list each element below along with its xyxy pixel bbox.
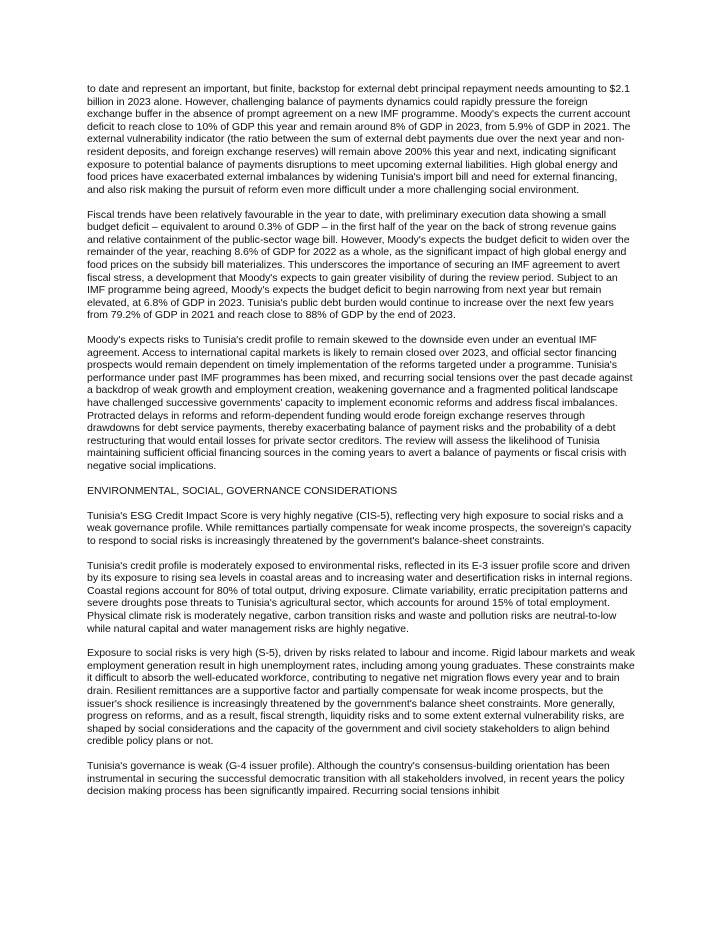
- paragraph-external-buffers: to date and represent an important, but finite, backstop for external debt principal repayment needs amounting to $2.1 billion in 2023 alone. However, challenging balance of payments dynamics could rapidly pressure the foreign exchange buffer in the absence of prompt agreement on a new IMF programme. Moody's expects the current account deficit to reach close to 10% of GDP this year and remain around 8% of GDP in 2023, from 5.9% of GDP in 2021. The external vulnerability indicator (the ratio between the sum of external debt payments due over the next year and non-resident deposits, and foreign exchange reserves) will remain above 200% this year and next, indicating significant exposure to potential balance of payments disruptions to meet upcoming external liabilities. High global energy and food prices have exacerbated external imbalances by widening Tunisia's import bill and need for external financing, and also risk making the pursuit of reform even more difficult under a more challenging social environment.: [87, 83, 631, 196]
- paragraph-governance: Tunisia's governance is weak (G-4 issuer profile). Although the country's consensus-building orientation has been instrumental in securing the successful democratic transition with all stakeholders involved, in recent years the policy decision making process has been significantly impaired. Recurring social tensions inhibit: [87, 760, 625, 798]
- paragraph-esg-score: Tunisia's ESG Credit Impact Score is very highly negative (CIS-5), reflecting very high exposure to social risks and a weak governance profile. While remittances partially compensate for weak income prospects, the sovereign's capacity to respond to social risks is increasingly threatened by the government's balance-sheet constraints.: [87, 509, 632, 547]
- paragraph-downside-risks: Moody's expects risks to Tunisia's credit profile to remain skewed to the downside even under an eventual IMF agreement. Access to international capital markets is likely to remain closed over 2023, and official sector financing prospects would remain dependent on timely implementation of the reforms targeted under a programme. Tunisia's performance under past IMF programmes has been mixed, and recurring social tensions over the past decade against a backdrop of weak growth and employment creation, weakening governance and a fragmented political landscape have challenged successive governments' capacity to implement economic reforms and address fiscal imbalances. Protracted delays in reforms and reform-dependent funding would erode foreign exchange reserves through drawdowns for debt service payments, thereby exacerbating balance of payment risks and the probability of a debt restructuring that would entail losses for private sector creditors. The review will assess the likelihood of Tunisia maintaining sufficient official financing sources in the coming years to avert a balance of payments or fiscal crisis with negative social implications.: [87, 334, 633, 472]
- paragraph-social-risks: Exposure to social risks is very high (S-5), driven by risks related to labour and income. Rigid labour markets and weak employment generation result in high unemployment rates, including among young graduates. These constraints make it difficult to absorb the well-educated workforce, contributing to negative net migration flows every year and to brain drain. Resilient remittances are a supportive factor and partially compensate for weak income prospects, but the issuer's shock resilience is increasingly threatened by the government's balance sheet constraints. More generally, progress on reforms, and as a result, fiscal strength, liquidity risks and to some extent external vulnerability risks, are shaped by social considerations and the capacity of the government and civil society stakeholders to align behind credible policy plans or not.: [87, 647, 635, 748]
- section-heading-esg: ENVIRONMENTAL, SOCIAL, GOVERNANCE CONSIDERATIONS: [87, 484, 398, 497]
- paragraph-fiscal-trends: Fiscal trends have been relatively favourable in the year to date, with preliminary execution data showing a small budget deficit – equivalent to around 0.3% of GDP – in the first half of the year on the back of strong revenue gains and relative containment of the public-sector wage bill. However, Moody's expects the budget deficit to widen over the remainder of the year, reaching 8.6% of GDP for 2022 as a whole, as the significant impact of high global energy and food prices on the subsidy bill materializes. This underscores the importance of securing an IMF agreement to avert fiscal stress, a development that Moody's expects to gain greater visibility of during the review period. Subject to an IMF programme being agreed, Moody's expects the budget deficit to begin narrowing from next year but remain elevated, at 6.8% of GDP in 2023. Tunisia's public debt burden would continue to increase over the next few years from 79.2% of GDP in 2021 and reach close to 88% of GDP by the end of 2023.: [87, 208, 630, 322]
- document-page: [87, 83, 635, 810]
- paragraph-environmental-risks: Tunisia's credit profile is moderately exposed to environmental risks, reflected in its E-3 issuer profile score and driven by its exposure to rising sea levels in coastal areas and to increasing water and desertification risks in internal regions. Coastal regions account for 80% of total output, driving exposure. Climate variability, erratic precipitation patterns and severe droughts pose threats to Tunisia's agricultural sector, which accounts for around 15% of total employment. Physical climate risk is moderately negative, carbon transition risks and waste and pollution risks are neutral-to-low while natural capital and water management risks are highly negative.: [87, 559, 633, 635]
